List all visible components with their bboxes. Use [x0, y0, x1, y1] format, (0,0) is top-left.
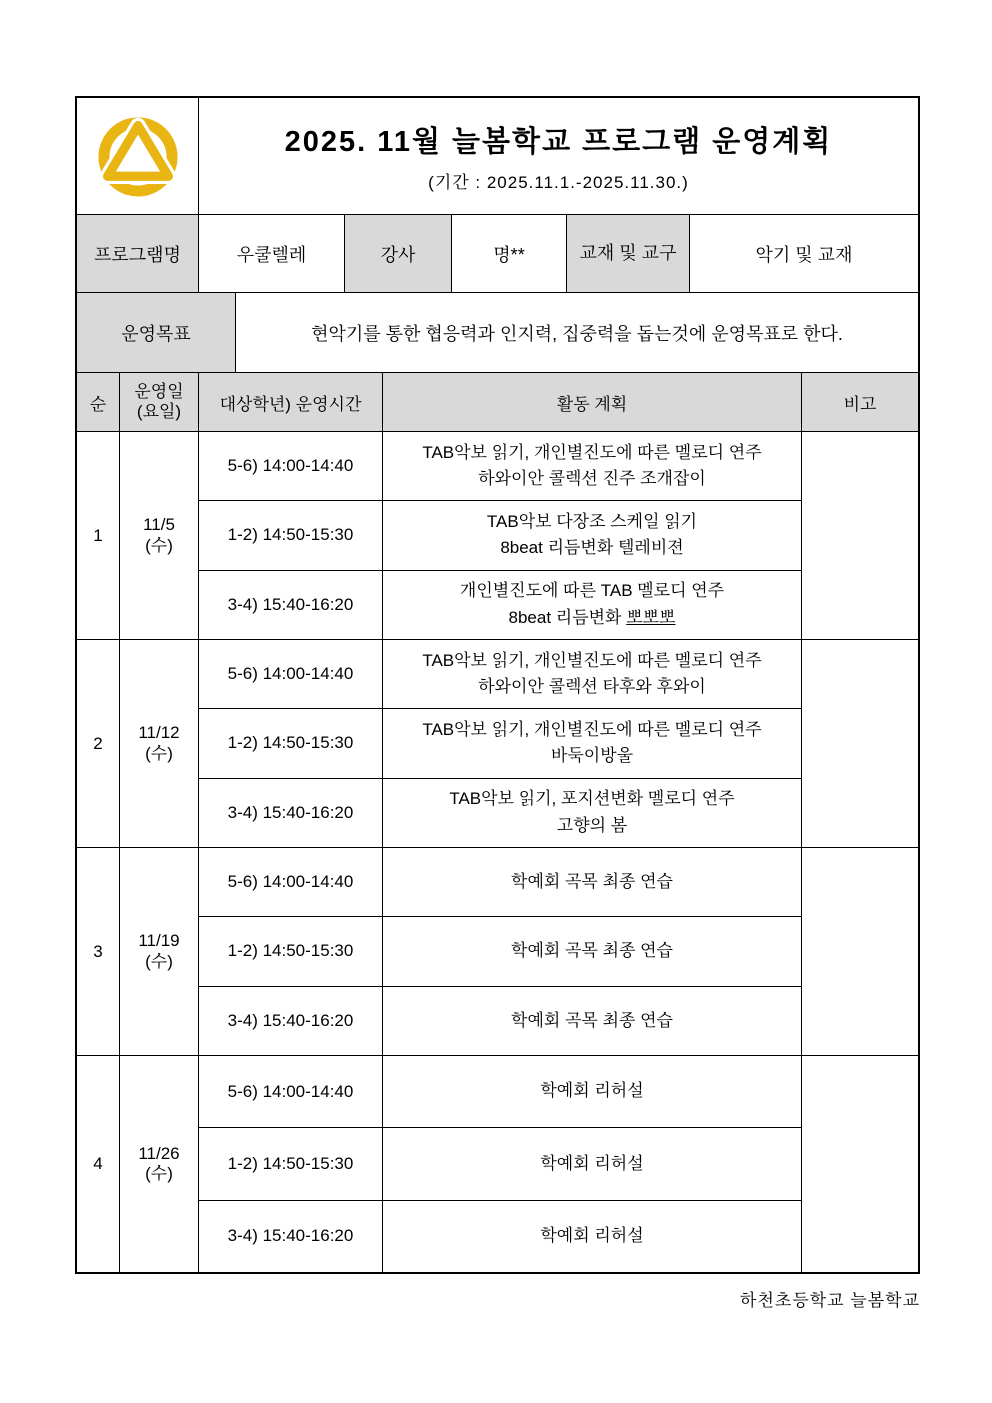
session-activity: [383, 432, 801, 500]
session-time: 3-4) 15:40-16:20: [199, 1201, 383, 1272]
session-time: 1-2) 14:50-15:30: [199, 1128, 383, 1199]
activity-line2: 하와이안 콜렉션 타후와 후와이: [478, 677, 706, 697]
group-note: [802, 1056, 918, 1272]
session-activity: [383, 987, 801, 1055]
activity-line1: 학예회 곡목 최종 연습: [511, 941, 673, 961]
footer-school-name: 하천초등학교 늘봄학교: [740, 1291, 920, 1310]
session-time: 5-6) 14:00-14:40: [199, 640, 383, 708]
activity-line2: [509, 605, 676, 631]
activity-line1: TAB악보 읽기, 개인별진도에 따른 멜로디 연주: [422, 650, 762, 670]
header-no: 순: [77, 373, 120, 431]
schedule-group-3: [77, 848, 918, 1056]
session-time: 3-4) 15:40-16:20: [199, 987, 383, 1055]
program-name-label: 프로그램명: [77, 215, 199, 292]
group-note: [802, 848, 918, 1055]
group-date: [120, 1056, 199, 1272]
school-logo-cell: [77, 98, 199, 214]
session-row: [199, 987, 801, 1055]
group-no: 3: [77, 848, 120, 1055]
header-date-line1: 운영일: [134, 381, 184, 401]
activity-line1: 개인별진도에 따른 TAB 멜로디 연주: [459, 581, 725, 601]
page-title: 2025. 11월 늘봄학교 프로그램 운영계획: [284, 126, 833, 158]
group-date-line1: 11/26: [138, 1143, 180, 1163]
goal-row: [77, 293, 918, 373]
group-sessions: [199, 1056, 802, 1272]
activity-line1: 학예회 리허설: [540, 1153, 644, 1173]
group-date: [120, 848, 199, 1055]
activity-line1: 학예회 리허설: [540, 1081, 644, 1101]
group-date-line2: (수): [145, 743, 173, 763]
activity-line1: TAB악보 다장조 스케일 읽기: [486, 512, 698, 532]
group-date: [120, 432, 199, 639]
activity-line1: 학예회 리허설: [540, 1226, 644, 1246]
materials-label: 교재 및 교구: [567, 215, 690, 292]
instructor-value: 명**: [452, 215, 567, 292]
instructor-label: 강사: [345, 215, 452, 292]
activity-line2-text: 8beat 리듬변화: [508, 607, 627, 627]
session-row: [199, 640, 801, 709]
session-time: 5-6) 14:00-14:40: [199, 432, 383, 500]
group-note: [802, 432, 918, 639]
session-activity: [383, 1056, 801, 1127]
page-period: (기간 : 2025.11.1.-2025.11.30.): [428, 173, 689, 192]
goal-value: 현악기를 통한 협응력과 인지력, 집중력을 돕는것에 운영목표로 한다.: [311, 323, 843, 344]
program-info-row: [77, 215, 918, 293]
session-activity: [383, 501, 801, 569]
activity-line2: 바둑이방울: [550, 746, 634, 766]
group-no: 2: [77, 640, 120, 847]
session-row: [199, 709, 801, 778]
schedule-group-2: [77, 640, 918, 848]
session-row: [199, 917, 801, 986]
group-sessions: [199, 432, 802, 639]
session-activity: [383, 1201, 801, 1272]
activity-line2: 고향의 봄: [556, 815, 628, 835]
school-emblem-icon: [92, 110, 184, 202]
session-activity: [383, 640, 801, 708]
session-time: 1-2) 14:50-15:30: [199, 917, 383, 985]
session-activity: [383, 917, 801, 985]
session-activity: [383, 779, 801, 847]
session-activity: [383, 1128, 801, 1199]
session-row: [199, 1128, 801, 1200]
group-sessions: [199, 640, 802, 847]
session-activity: [383, 709, 801, 777]
program-name-value: 우쿨렐레: [199, 215, 345, 292]
session-row: [199, 1056, 801, 1128]
header-date-line2: (요일): [136, 402, 182, 421]
header-note: 비고: [802, 373, 918, 431]
header-date: [120, 373, 199, 431]
session-activity: [383, 848, 801, 916]
group-date: [120, 640, 199, 847]
group-date-line2: (수): [145, 1164, 173, 1183]
header-activity: 활동 계획: [383, 373, 802, 431]
group-sessions: [199, 848, 802, 1055]
session-time: 3-4) 15:40-16:20: [199, 779, 383, 847]
activity-line1: 학예회 곡목 최종 연습: [511, 871, 673, 891]
session-row: [199, 501, 801, 570]
group-note: [802, 640, 918, 847]
activity-line2: 8beat 리듬변화 텔레비젼: [500, 538, 684, 558]
session-time: 3-4) 15:40-16:20: [199, 571, 383, 639]
activity-line2: 하와이안 콜렉션 진주 조개잡이: [478, 469, 706, 489]
session-time: 5-6) 14:00-14:40: [199, 848, 383, 916]
group-date-line1: 11/5: [143, 515, 175, 535]
session-row: [199, 779, 801, 847]
plan-document-table: [75, 96, 920, 1274]
goal-label: 운영목표: [77, 293, 236, 372]
session-time: 1-2) 14:50-15:30: [199, 709, 383, 777]
session-row: [199, 432, 801, 501]
activity-line1: TAB악보 읽기, 개인별진도에 따른 멜로디 연주: [422, 442, 762, 462]
schedule-group-1: [77, 432, 918, 640]
group-no: 4: [77, 1056, 120, 1272]
activity-line1: TAB악보 읽기, 포지션변화 멜로디 연주: [449, 789, 735, 809]
session-time: 5-6) 14:00-14:40: [199, 1056, 383, 1127]
group-date-line2: (수): [145, 951, 173, 971]
activity-line1: 학예회 곡목 최종 연습: [511, 1010, 673, 1030]
schedule-header-row: [77, 373, 918, 432]
activity-line2-underlined: 뽀뽀뽀: [626, 607, 676, 627]
group-date-line1: 11/12: [138, 723, 180, 743]
session-row: [199, 1201, 801, 1272]
group-date-line2: (수): [145, 535, 173, 555]
materials-value: 악기 및 교재: [755, 244, 853, 265]
title-band: [77, 98, 918, 215]
group-date-line1: 11/19: [138, 931, 180, 951]
session-row: [199, 848, 801, 917]
header-time: 대상학년) 운영시간: [199, 373, 383, 431]
title-cell: [199, 98, 918, 214]
session-row: [199, 571, 801, 639]
session-time: 1-2) 14:50-15:30: [199, 501, 383, 569]
activity-line1: TAB악보 읽기, 개인별진도에 따른 멜로디 연주: [422, 720, 762, 740]
group-no: 1: [77, 432, 120, 639]
schedule-group-4: [77, 1056, 918, 1272]
session-activity: [383, 571, 801, 639]
